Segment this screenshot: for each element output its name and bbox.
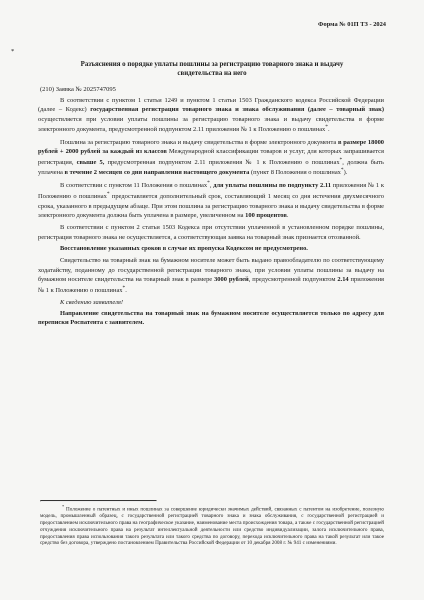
emphasis-registration: государственная регистрация товарного знака и знака обслуживания (далее – товарный знак) (90, 106, 384, 114)
footnote-ref: * (122, 284, 126, 291)
paragraph-registration-basis: В соответствии с пунктом 1 статьи 1249 и пунктом 1 статьи 1503 Гражданского кодекса Российской Федерации (далее – Кодекс) государственная регистрация товарного знака и знака обслуживания (далее – товарный знак) осуществляется при условии уплаты пошлины за регистрацию товарного знака и выдачу свидетельства в форме электронного документа, предусмотренной подпунктом 2.11 приложения № 1 к Положению о пошлинах*. (38, 97, 384, 134)
emphasis-subclause: для уплаты пошлины по подпункту 2.11 (213, 182, 331, 190)
emphasis-deadline: в течение 2 месяцев со дня направления настоящего документа (64, 169, 250, 177)
emphasis-fee: в размере 18000 рублей + 2000 рублей за каждый из классов (38, 138, 385, 156)
document-body (38, 96, 384, 330)
footnote-divider (40, 500, 157, 502)
footnote (40, 504, 384, 547)
emphasis-over-five: свыше 5, (76, 158, 105, 166)
footnote-ref: * (207, 180, 210, 187)
emphasis-subclause-214: 2.14 (337, 276, 349, 284)
footnote-ref: * (325, 124, 328, 131)
paragraph-delivery: Направление свидетельства на товарный знак на бумажном носителе осуществляется только по адресу для переписки Роспатента с заявителем. (38, 309, 384, 327)
emphasis-paper-fee: 3000 рублей (214, 276, 249, 284)
document-title: Разъяснения о порядке уплаты пошлины за регистрацию товарного знака и выдачу свидетельства на него (80, 61, 344, 77)
paragraph-withdrawal: В соответствии с пунктом 2 статьи 1503 Кодекса при отсутствии уплаченной в установленном порядке пошлины, регистрация товарного знака не осуществляется, а соответствующая заявка на товарный знак признается отозванной. (38, 224, 384, 241)
application-number: 2025747095 (83, 86, 116, 93)
footnote-mark: * (62, 504, 65, 509)
paragraph-extension: В соответствии с пунктом 11 Положения о пошлинах*, для уплаты пошлины по подпункту 2.11 приложения № 1 к Положению о пошлинах* предоставляется дополнительный срок, составляющий 1 месяц со дня истечения двухмесячного срока, указанного в предыдущем абзаце. При этом пошлина за регистрацию товарного знака и выдачу свидетельства в форме электронного документа должна быть уплачена в размере, увеличенном на 100 процентов. (38, 180, 385, 220)
form-number: Форма № 01П ТЗ - 2024 (318, 21, 386, 28)
corner-mark: * (11, 48, 15, 55)
footnote-text: Положение о патентных и иных пошлинах за совершение юридически значимых действий, связанных с патентом на изобретение, полезную модель, промышленный образец, с государственной регистрацией товарного знака и знака обслуживания, с государственной регистрацией и предоставлением исключительного права на географическое указание, наименование места происхождения товара, а также с государственной регистрацией отчуждения исключительного права на результат интеллектуальной деятельности или средство индивидуализации, залога исключительного права, предоставления права использования такого результата или такого средства по договору, перехода исключительного права на такой результат или такое средство без договора, утверждено постановлением Правительства Российской Федерации от 10 декабря 2008 г. № 941 с изменениями. (40, 506, 384, 547)
paragraph-notice: К сведению заявителя! (60, 299, 124, 307)
application-label: (210) Заявка № (40, 86, 82, 93)
footnote-ref: * (340, 167, 344, 174)
footnote-ref: * (106, 190, 110, 197)
emphasis-percent: 100 процентов (245, 212, 287, 220)
footnote-ref: * (339, 156, 343, 163)
application-line (40, 86, 116, 93)
paragraph-fee-amount: Пошлина за регистрацию товарного знака и выдачу свидетельства в форме электронного документа в размере 18000 рублей + 2000 рублей за каждый из классов Международной классификации товаров и услуг, для которых запрашивается регистрация, свыше 5, предусмотренная подпунктом 2.11 приложения № 1 к Положению о пошлинах*, должна быть уплачена в течение 2 месяцев со дня направления настоящего документа (пункт 8 Положения о пошлинах*). (38, 138, 385, 177)
paragraph-paper-certificate: Свидетельство на товарный знак на бумажном носителе может быть выдано правообладателю по соответствующему ходатайству, поданному до государственной регистрации товарного знака, при условии уплаты пошлины за выдачу на бумажном носителе свидетельства на товарный знак в размере 3000 рублей, предусмотренной подпунктом 2.14 приложения № 1 к Положению о пошлинах*. (38, 257, 384, 295)
paragraph-no-restoration: Восстановление указанных сроков в случае их пропуска Кодексом не предусмотрено. (60, 245, 308, 253)
